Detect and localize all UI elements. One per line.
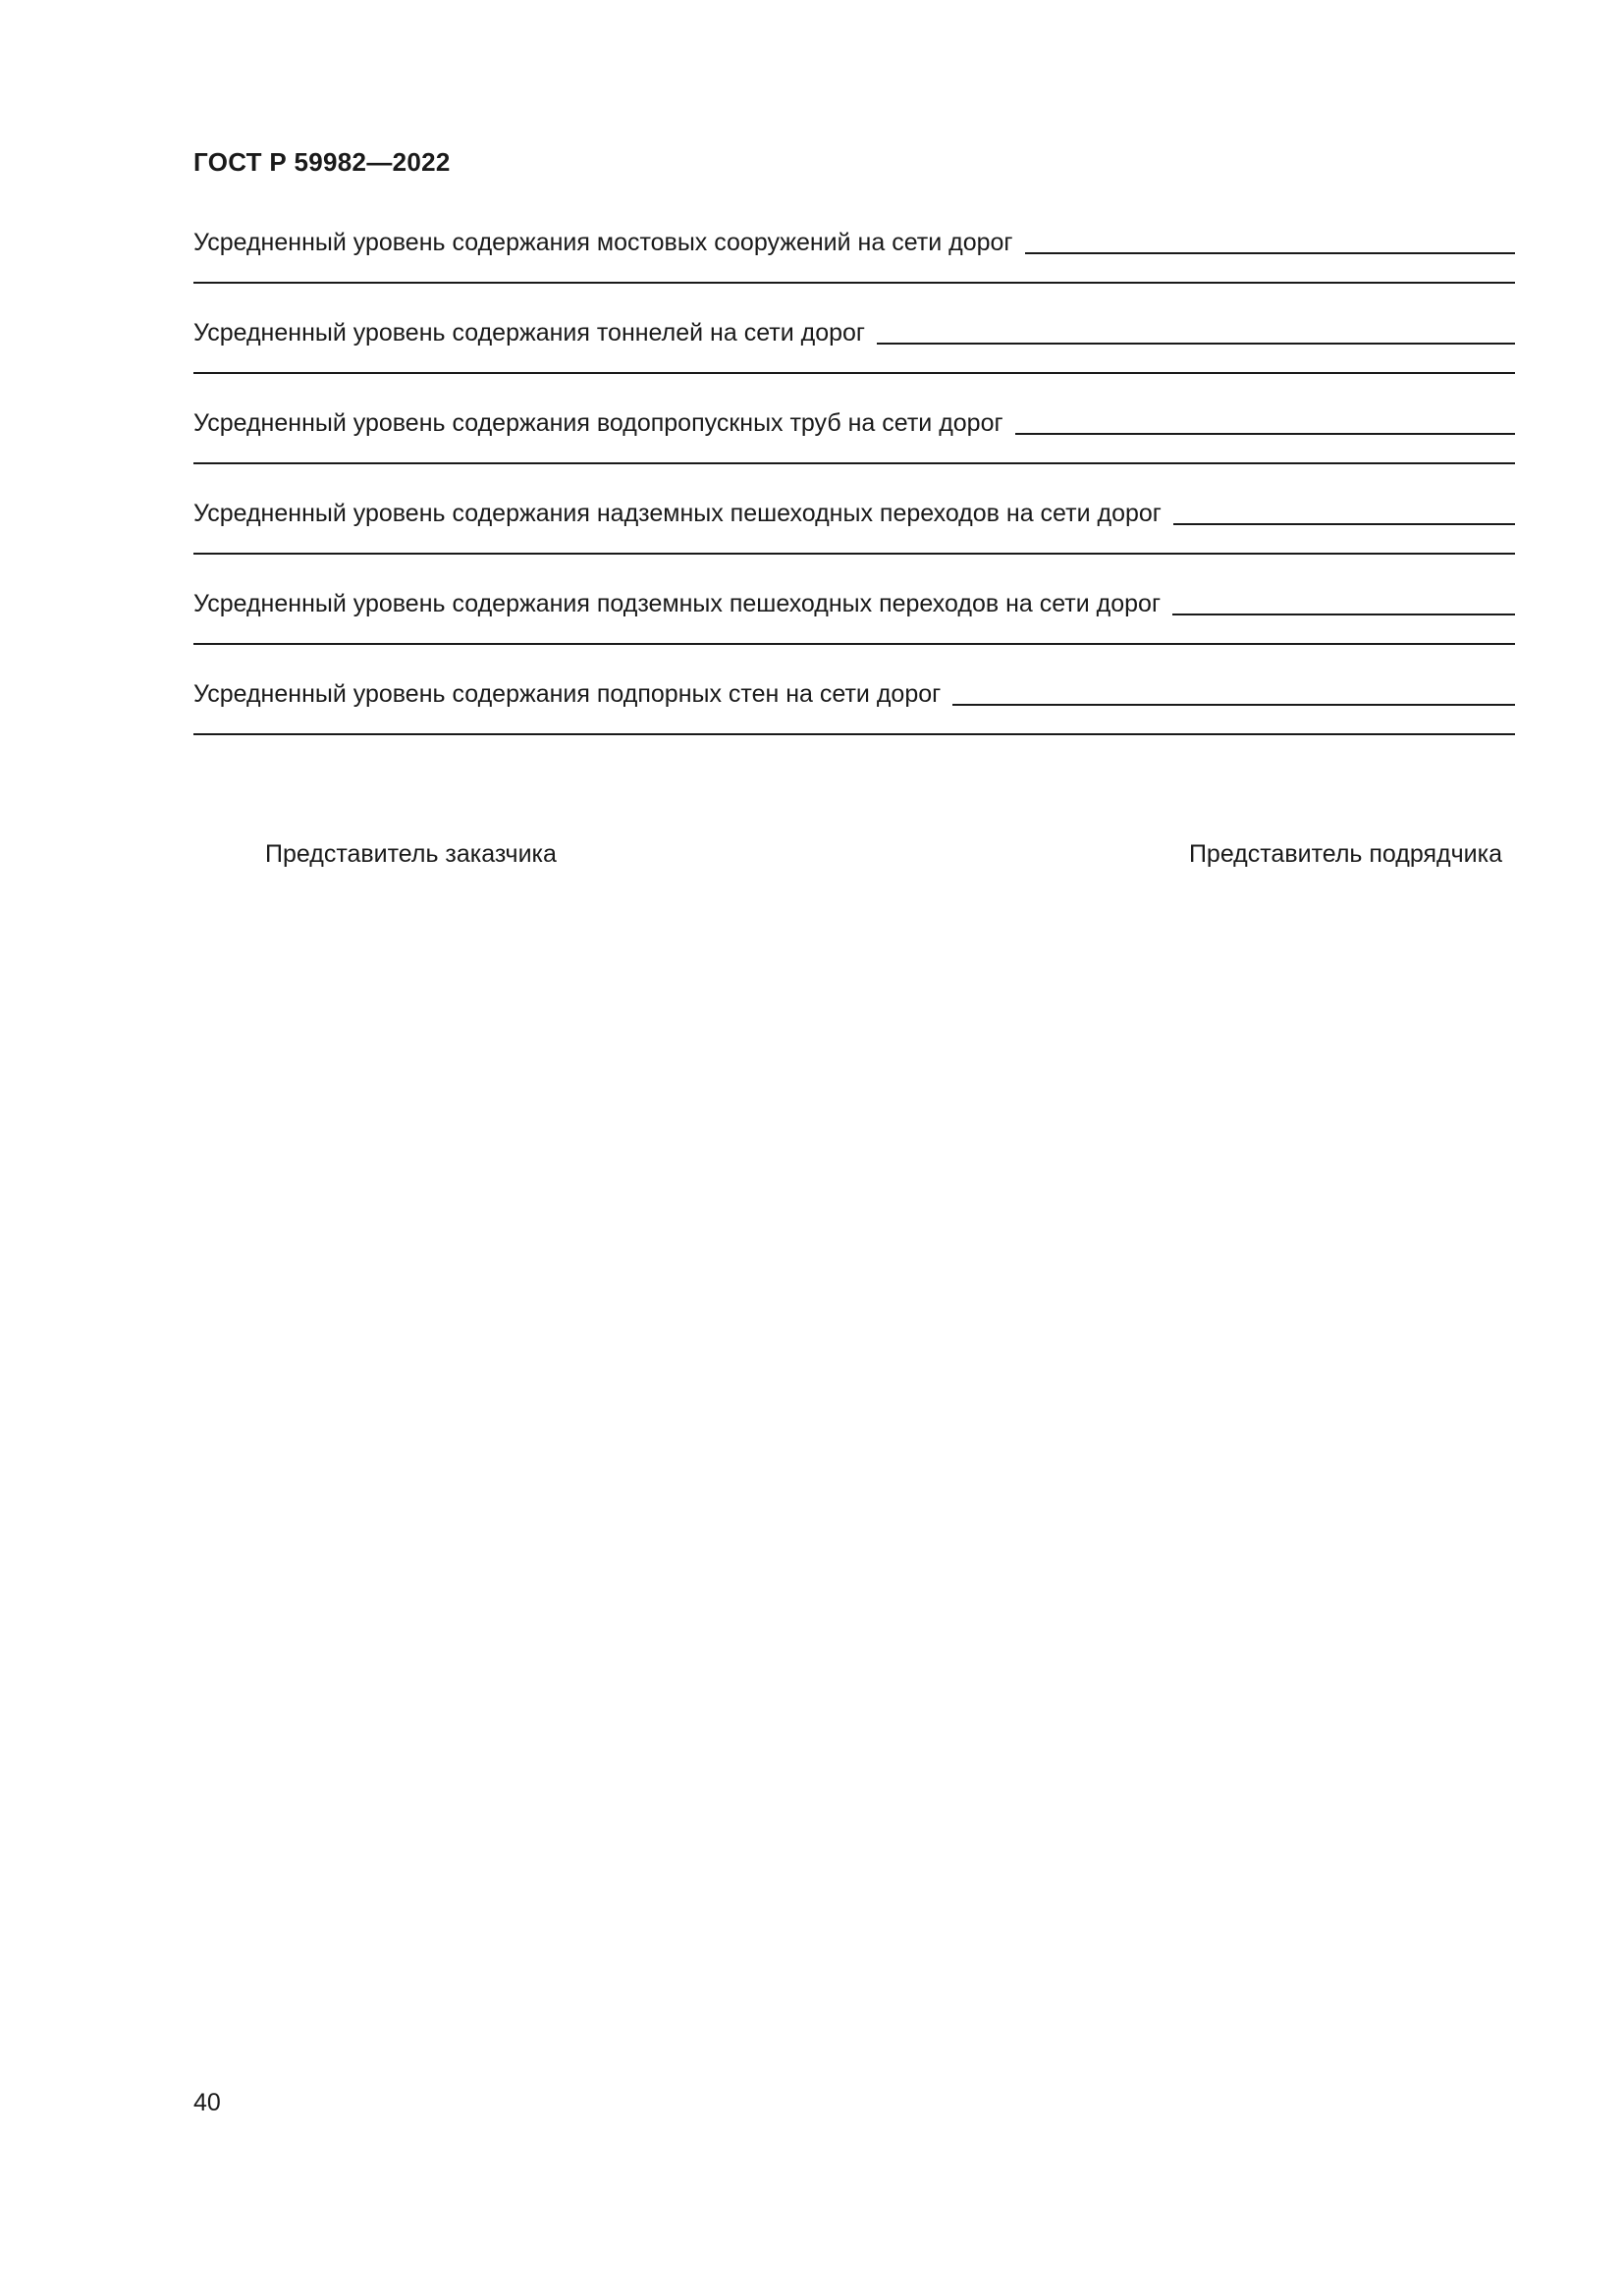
- continuation-line[interactable]: [193, 462, 1515, 464]
- continuation-line[interactable]: [193, 282, 1515, 284]
- document-code: ГОСТ Р 59982—2022: [193, 147, 451, 177]
- fill-blank-line[interactable]: [952, 704, 1515, 706]
- fill-in-form: [193, 226, 1515, 768]
- fill-blank-line[interactable]: [1015, 433, 1515, 435]
- fill-row-label: Усредненный уровень содержания тоннелей на сети дорог: [193, 319, 866, 347]
- fill-blank-line[interactable]: [877, 343, 1515, 345]
- continuation-line[interactable]: [193, 372, 1515, 374]
- fill-row-label: Усредненный уровень содержания надземных пешеходных переходов на сети дорог: [193, 500, 1162, 527]
- fill-blank-line[interactable]: [1172, 614, 1515, 615]
- fill-row-underpasses: [193, 587, 1515, 618]
- fill-row-label: Усредненный уровень содержания подземных пешеходных переходов на сети дорог: [193, 590, 1162, 617]
- fill-row-label: Усредненный уровень содержания подпорных стен на сети дорог: [193, 680, 942, 708]
- fill-row-label: Усредненный уровень содержания мостовых сооружений на сети дорог: [193, 229, 1013, 256]
- contractor-representative-label: Представитель подрядчика: [1188, 840, 1502, 868]
- fill-row-bridges: [193, 226, 1515, 257]
- fill-row-overpasses: [193, 497, 1515, 528]
- fill-row-culverts: [193, 406, 1515, 438]
- fill-blank-line[interactable]: [1025, 252, 1515, 254]
- customer-representative-label: Представитель заказчика: [265, 840, 557, 868]
- fill-row-retaining-walls: [193, 677, 1515, 709]
- signature-block: [265, 840, 1502, 869]
- page-number: 40: [193, 2089, 221, 2116]
- fill-row-label: Усредненный уровень содержания водопропускных труб на сети дорог: [193, 409, 1003, 437]
- fill-blank-line[interactable]: [1173, 523, 1515, 525]
- continuation-line[interactable]: [193, 643, 1515, 645]
- continuation-line[interactable]: [193, 553, 1515, 555]
- fill-row-tunnels: [193, 316, 1515, 347]
- continuation-line[interactable]: [193, 733, 1515, 735]
